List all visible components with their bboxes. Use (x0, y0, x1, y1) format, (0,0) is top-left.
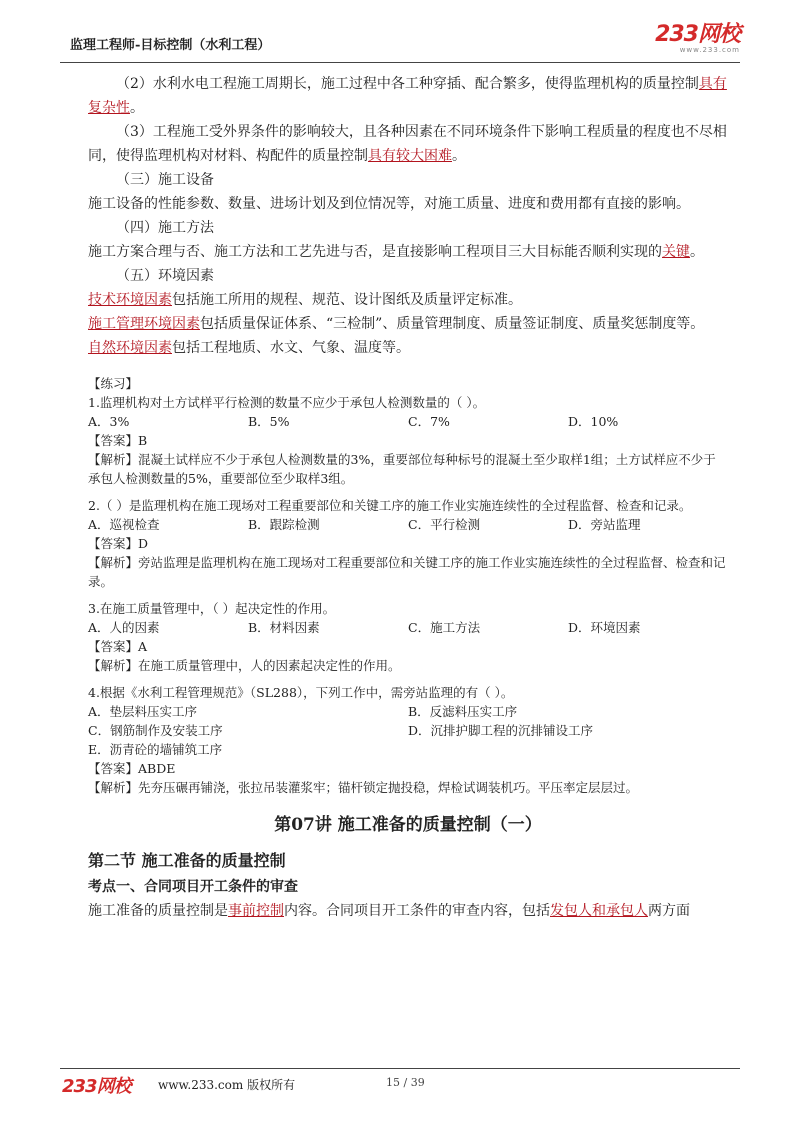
key-term: 自然环境因素 (88, 340, 172, 356)
question-stem: 3.在施工质量管理中，（ ）起决定性的作用。 (88, 601, 336, 616)
option: C．7% (408, 414, 450, 429)
question-analysis: 【解析】在施工质量管理中，人的因素起决定性的作用。 (88, 658, 401, 673)
text: （3）工程施工受外界条件的影响较大，且各种因素在不同环境条件下影响工程质量的程度也不尽相同，使得监理机构对材料、构配件的质量控制 (88, 124, 727, 164)
question-answer: 【答案】D (88, 536, 149, 551)
key-term: 施工管理环境因素 (88, 316, 200, 332)
subsection-title: （五）环境因素 (116, 268, 214, 284)
page-header (60, 22, 740, 58)
header-divider (60, 62, 740, 63)
question-stem: 1.监理机构对土方试样平行检测的数量不应少于承包人检测数量的（ ）。 (88, 395, 486, 410)
page-content (88, 72, 728, 923)
paragraph-env-mgmt (88, 312, 728, 336)
text: 施工方案合理与否、施工方法和工艺先进与否，是直接影响工程项目三大目标能否顺利实现的 (88, 244, 662, 260)
point-title: 考点一、合同项目开工条件的审查 (88, 879, 298, 895)
key-term: 事前控制 (228, 903, 284, 919)
question-options (88, 412, 728, 431)
text: 。 (130, 100, 144, 116)
option: D．旁站监理 (568, 517, 641, 532)
option: B．跟踪检测 (248, 517, 320, 532)
text: 内容。合同项目开工条件的审查内容，包括 (284, 903, 550, 919)
text: （2）水利水电工程施工周期长，施工过程中各工种穿插、配合繁多，使得监理机构的质量控制 (116, 76, 699, 92)
text: 两方面 (648, 903, 690, 919)
text: 包括施工所用的规程、规范、设计图纸及质量评定标准。 (172, 292, 522, 308)
option: B．材料因素 (248, 620, 320, 635)
key-term: 发包人和承包人 (550, 903, 648, 919)
text: 包括质量保证体系、“三检制”、质量管理制度、质量签证制度、质量奖惩制度等。 (200, 316, 705, 332)
paragraph-contract (88, 899, 728, 923)
option: A．人的因素 (88, 620, 160, 635)
option: D．环境因素 (568, 620, 641, 635)
option: C．平行检测 (408, 517, 481, 532)
text: 。 (452, 148, 466, 164)
footer-copyright: www.233.com 版权所有 (158, 1078, 296, 1092)
subsection-title: （四）施工方法 (116, 220, 214, 236)
question-options (88, 721, 728, 740)
brand-logo-text: 233网校 (655, 22, 740, 47)
option: A．垫层料压实工序 (88, 704, 198, 719)
paragraph-method (88, 240, 728, 264)
document-title: 监理工程师-目标控制（水利工程） (70, 38, 271, 53)
text: 包括工程地质、水文、气象、温度等。 (172, 340, 410, 356)
option: A．巡视检查 (88, 517, 160, 532)
paragraph-env-tech (88, 288, 728, 312)
subsection-title: （三）施工设备 (116, 172, 214, 188)
question-analysis: 【解析】混凝土试样应不少于承包人检测数量的3%，重要部位每种标号的混凝土至少取样1组；土方试样应不少于承包人检测数量的5%，重要部位至少取样3组。 (88, 452, 716, 486)
option: C．钢筋制作及安装工序 (88, 723, 223, 738)
practice-section (88, 374, 728, 797)
section-title: 第二节 施工准备的质量控制 (88, 851, 286, 870)
option: D．沉排护脚工程的沉排铺设工序 (408, 723, 594, 738)
option: D．10% (568, 414, 619, 429)
text: 施工准备的质量控制是 (88, 903, 228, 919)
paragraph-complexity (88, 72, 728, 120)
key-term: 技术环境因素 (88, 292, 172, 308)
question-analysis: 【解析】旁站监理是监理机构在施工现场对工程重要部位和关键工序的施工作业实施连续性的全过程监督、检查和记录。 (88, 555, 726, 589)
question-options (88, 702, 728, 721)
option: E．沥青砼的墙铺筑工序 (88, 742, 223, 757)
question-options (88, 618, 728, 637)
paragraph-equipment: 施工设备的性能参数、数量、进场计划及到位情况等，对施工质量、进度和费用都有直接的影响。 (88, 196, 690, 212)
option: B．5% (248, 414, 290, 429)
option: C．施工方法 (408, 620, 481, 635)
key-term: 关键 (662, 244, 690, 260)
question-answer: 【答案】A (88, 639, 148, 654)
key-term: 具有较大困难 (368, 148, 452, 164)
brand-logo-url: www.233.com (679, 46, 740, 54)
footer-logo[interactable]: 233网校 (62, 1076, 131, 1097)
page-number: 15 / 39 (386, 1076, 425, 1089)
footer-divider (60, 1068, 740, 1069)
question-answer: 【答案】B (88, 433, 148, 448)
brand-logo[interactable] (655, 24, 740, 54)
question-stem: 4.根据《水利工程管理规范》（SL288），下列工作中，需旁站监理的有（ ）。 (88, 685, 514, 700)
question-analysis: 【解析】先夯压碾再铺浇，张拉吊装灌浆牢；锚杆锁定抛投稳，焊检试调装机巧。平压率定层层过。 (88, 780, 639, 795)
question-answer: 【答案】ABDE (88, 761, 176, 776)
question-stem: 2.（ ）是监理机构在施工现场对工程重要部位和关键工序的施工作业实施连续性的全过程监督、检查和记录。 (88, 498, 692, 513)
paragraph-env-natural (88, 336, 728, 360)
option: A．3% (88, 414, 130, 429)
key-term: 具有复杂性 (88, 76, 727, 116)
option: B．反滤料压实工序 (408, 704, 518, 719)
lecture-title: 第07讲 施工准备的质量控制（一） (274, 815, 542, 835)
practice-title: 【练习】 (88, 376, 139, 391)
question-options (88, 515, 728, 534)
text: 。 (690, 244, 704, 260)
paragraph-difficulty (88, 120, 728, 168)
